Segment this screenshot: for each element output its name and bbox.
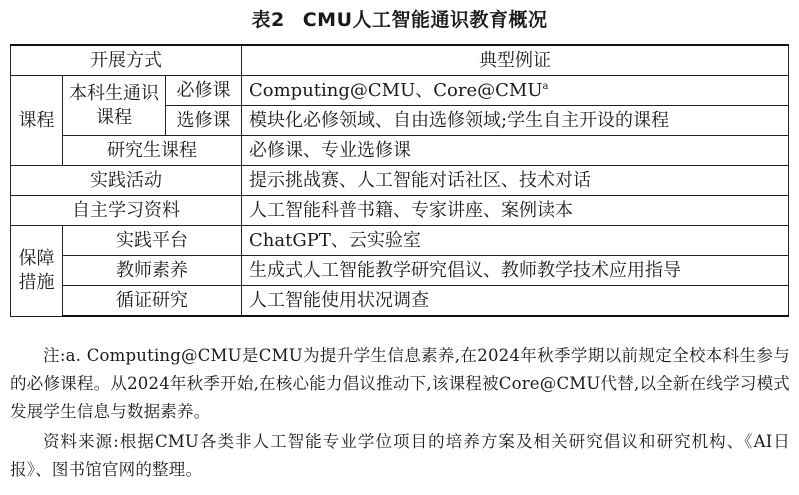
practice-value: 提示挑战赛、人工智能对话社区、技术对话 (242, 166, 789, 196)
table-row (11, 136, 789, 166)
table-title (0, 6, 799, 34)
required-label: 必修课 (166, 76, 242, 106)
header-example: 典型例证 (242, 45, 789, 76)
table-number: 表2 (251, 9, 285, 31)
platform-value: ChatGPT、云实验室 (242, 226, 789, 256)
table-row (11, 196, 789, 226)
practice-label: 实践活动 (11, 166, 242, 196)
table-title-text: CMU人工智能通识教育概况 (302, 9, 548, 31)
footnote-a: 注:a. Computing@CMU是CMU为提升学生信息素养,在2024年秋季学期以前规定全校本科生参与的必修课程。从2024年秋季开始,在核心能力倡议推动下,该课程被Core@CMU代替,以全新在线学习模式发展学生信息与数据素养。 (10, 346, 790, 421)
elective-label: 选修课 (166, 106, 242, 136)
table-row (11, 256, 789, 286)
table-row (11, 76, 789, 106)
footnote-marker: a (542, 80, 549, 92)
group-safeguard: 保障措施 (11, 226, 63, 317)
group-course: 课程 (11, 76, 63, 166)
source-note: 资料来源:根据CMU各类非人工智能专业学位项目的培养方案及相关研究倡议和研究机构、《AI日报》、图书馆官网的整理。 (10, 432, 790, 479)
header-method: 开展方式 (11, 45, 242, 76)
grad-value: 必修课、专业选修课 (242, 136, 789, 166)
evidence-label: 循证研究 (63, 286, 242, 317)
platform-label: 实践平台 (63, 226, 242, 256)
teacher-label: 教师素养 (63, 256, 242, 286)
footnote-block (10, 342, 790, 426)
source-block (10, 428, 790, 484)
teacher-value: 生成式人工智能教学研究倡议、教师教学技术应用指导 (242, 256, 789, 286)
group-undergrad: 本科生通识课程 (63, 76, 166, 136)
selfstudy-label: 自主学习资料 (11, 196, 242, 226)
overview-table (10, 44, 789, 317)
evidence-value: 人工智能使用状况调查 (242, 286, 789, 317)
selfstudy-value: 人工智能科普书籍、专家讲座、案例读本 (242, 196, 789, 226)
required-value-text: Computing@CMU、Core@CMU (249, 79, 543, 101)
grad-label: 研究生课程 (63, 136, 242, 166)
required-value (242, 76, 789, 106)
header-row (11, 45, 789, 76)
elective-value: 模块化必修领域、自由选修领域;学生自主开设的课程 (242, 106, 789, 136)
table-row (11, 286, 789, 317)
table-row (11, 166, 789, 196)
table-row (11, 226, 789, 256)
